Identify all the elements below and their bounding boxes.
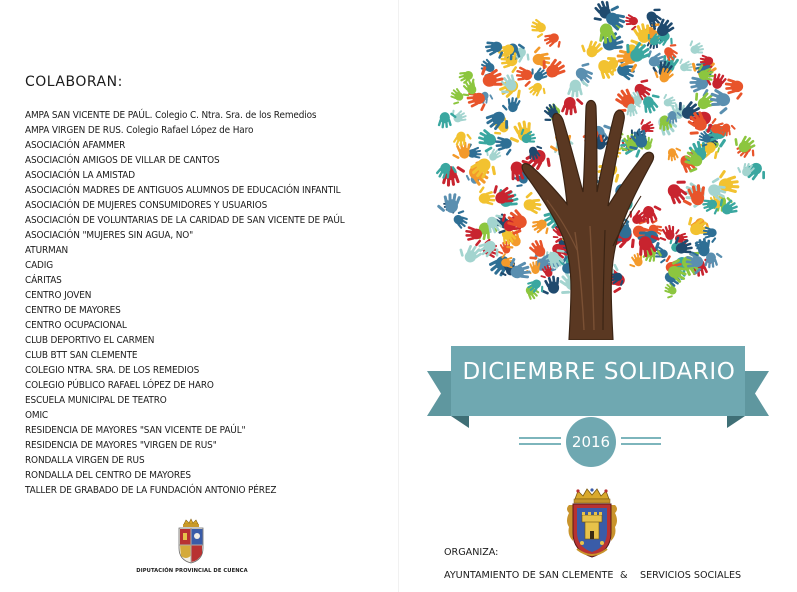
collaborator-item: CENTRO OCUPACIONAL [25, 320, 127, 331]
year-badge: 2016 [566, 417, 616, 467]
hand-leaf [623, 13, 640, 31]
hand-leaf [735, 159, 756, 179]
hand-leaf [434, 160, 459, 183]
collaborator-item: CENTRO DE MAYORES [25, 305, 121, 316]
hands-tree-illustration [399, 0, 797, 340]
diputacion-coat-of-arms-icon [176, 518, 206, 564]
collaborator-item: ASOCIACIÓN AFAMMER [25, 140, 126, 151]
hand-leaf [436, 192, 461, 214]
collaborator-item: CÁRITAS [25, 275, 62, 286]
collaborator-item: CLUB BTT SAN CLEMENTE [25, 350, 138, 361]
diputacion-logo-caption: DIPUTACIÓN PROVINCIAL DE CUENCA [136, 568, 248, 574]
collaborator-item: ASOCIACIÓN DE MUJERES CONSUMIDORES Y USUARIOS [25, 200, 268, 211]
hand-leaf [542, 30, 563, 52]
hand-leaf [704, 252, 723, 268]
year-divider-left [519, 437, 561, 439]
hand-leaf [660, 281, 679, 301]
collaborators-heading: COLABORAN: [25, 74, 123, 90]
year-divider-right-2 [621, 443, 661, 445]
collaborator-item: OMIC [25, 410, 49, 421]
hand-leaf [666, 147, 683, 163]
collaborator-item: RESIDENCIA DE MAYORES "SAN VICENTE DE PAÚL" [25, 425, 246, 436]
organizer-separator: & [620, 570, 628, 581]
collaborator-item: COLEGIO NTRA. SRA. DE LOS REMEDIOS [25, 365, 200, 376]
organiza-label: ORGANIZA: [444, 547, 499, 558]
collaborators-list [25, 108, 369, 498]
hand-leaf [688, 38, 705, 57]
banner-title: DICIEMBRE SOLIDARIO [462, 359, 736, 385]
hand-leaf [446, 86, 466, 107]
hand-leaf [538, 274, 562, 296]
collaborator-item: ASOCIACIÓN MADRES DE ANTIGUOS ALUMNOS DE EDUCACIÓN INFANTIL [25, 185, 341, 196]
hand-leaf [456, 239, 484, 267]
collaborator-item: ASOCIACIÓN DE VOLUNTARIAS DE LA CARIDAD DE SAN VICENTE DE PAÚL [25, 215, 345, 226]
collaborator-item: AMPA SAN VICENTE DE PAÚL. Colegio C. Ntra. Sra. de los Remedios [25, 110, 317, 121]
hand-leaf [560, 96, 584, 117]
collaborator-item: CADIG [25, 260, 54, 271]
collaborator-item: RONDALLA DEL CENTRO DE MAYORES [25, 470, 191, 481]
hand-leaf [479, 186, 496, 206]
collaborator-item: ASOCIACIÓN AMIGOS DE VILLAR DE CANTOS [25, 155, 220, 166]
collaborator-item: TALLER DE GRABADO DE LA FUNDACIÓN ANTONIO PÉREZ [25, 485, 277, 496]
collaborator-item: AMPA VIRGEN DE RUS. Colegio Rafael López de Haro [25, 125, 254, 136]
hand-leaf [532, 45, 553, 68]
collaborator-item: ASOCIACIÓN "MUJERES SIN AGUA, NO" [25, 230, 194, 241]
cover-panel [399, 0, 797, 592]
collaborators-panel [0, 0, 398, 592]
collaborator-item: CLUB DEPORTIVO EL CARMEN [25, 335, 155, 346]
collaborator-item: ATURMAN [25, 245, 69, 256]
collaborator-item: RESIDENCIA DE MAYORES "VIRGEN DE RUS" [25, 440, 217, 451]
hand-leaf [678, 56, 694, 73]
collaborator-item: CENTRO JOVEN [25, 290, 92, 301]
year-divider-right [621, 437, 661, 439]
hand-leaf [640, 204, 663, 224]
collaborator-item: ASOCIACIÓN LA AMISTAD [25, 170, 136, 181]
hand-leaf [626, 252, 645, 269]
year-divider-left-2 [519, 443, 561, 445]
hand-leaf [663, 92, 677, 108]
organizer-ayuntamiento: AYUNTAMIENTO DE SAN CLEMENTE [444, 570, 614, 581]
collaborator-item: ESCUELA MUNICIPAL DE TEATRO [25, 395, 167, 406]
collaborator-item: RONDALLA VIRGEN DE RUS [25, 455, 145, 466]
organizer-servicios-sociales: SERVICIOS SOCIALES [640, 570, 742, 581]
hand-leaf [567, 79, 589, 99]
san-clemente-coat-of-arms-icon [563, 487, 621, 559]
collaborator-item: COLEGIO PÚBLICO RAFAEL LÓPEZ DE HARO [25, 380, 214, 391]
